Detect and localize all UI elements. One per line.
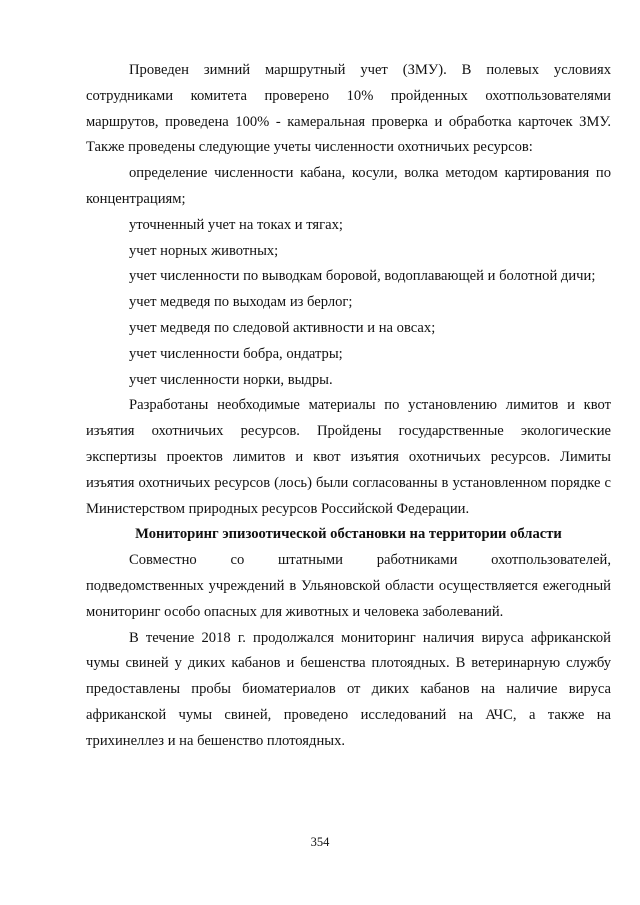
list-item-beaver-muskrat: учет численности бобра, ондатры; bbox=[129, 345, 343, 362]
list-item-burrow-animals: учет норных животных; bbox=[129, 242, 279, 259]
paragraph-limits-quotas: Разработаны необходимые материалы по установлению лимитов и квот изъятия охотничьих ресурсов. Пройдены государственные экологические экспертизы проектов лимитов и квот изъятия охотничьих ресурсов. Лимиты изъятия охотничьих ресурсов (лось) были согласованны в установленном порядке с Министерством природных ресурсов Российской Федерации. bbox=[86, 397, 611, 517]
paragraph-zmu: Проведен зимний маршрутный учет (ЗМУ). В полевых условиях сотрудниками комитета проверено 10% пройденных охотпользователями маршрутов, проведена 100% - камеральная проверка и обработка карточек ЗМУ. Также проведены следующие учеты численности охотничьих ресурсов: bbox=[86, 62, 611, 156]
list-item-game-broods: учет численности по выводкам боровой, водоплавающей и болотной дичи; bbox=[129, 268, 596, 285]
list-item-mink-otter: учет численности норки, выдры. bbox=[129, 371, 333, 388]
list-item-lek-count: уточненный учет на токах и тягах; bbox=[129, 216, 343, 233]
paragraph-asf-monitoring: В течение 2018 г. продолжался мониторинг наличия вируса африканской чумы свиней у диких кабанов и бешенства плотоядных. В ветеринарную службу предоставлены пробы биоматериалов от диких кабанов на наличие вируса африканской чумы свиней, проведено исследований на АЧС, а также на трихинеллез и на бешенство плотоядных. bbox=[86, 629, 611, 749]
document-body bbox=[86, 58, 611, 755]
list-item-bear-tracks: учет медведя по следовой активности и на овсах; bbox=[129, 319, 436, 336]
list-item-bear-dens: учет медведя по выходам из берлог; bbox=[129, 294, 353, 311]
paragraph-monitoring: Совместно со штатными работниками охотпользователей, подведомственных учреждений в Ульяновской области осуществляется ежегодный мониторинг особо опасных для животных и человека заболеваний. bbox=[86, 552, 611, 620]
list-item-boar-count: определение численности кабана, косули, волка методом картирования по концентрациям; bbox=[86, 165, 611, 207]
section-heading-epizootic: Мониторинг эпизоотической обстановки на территории области bbox=[135, 526, 562, 543]
page-number: 354 bbox=[310, 835, 330, 849]
